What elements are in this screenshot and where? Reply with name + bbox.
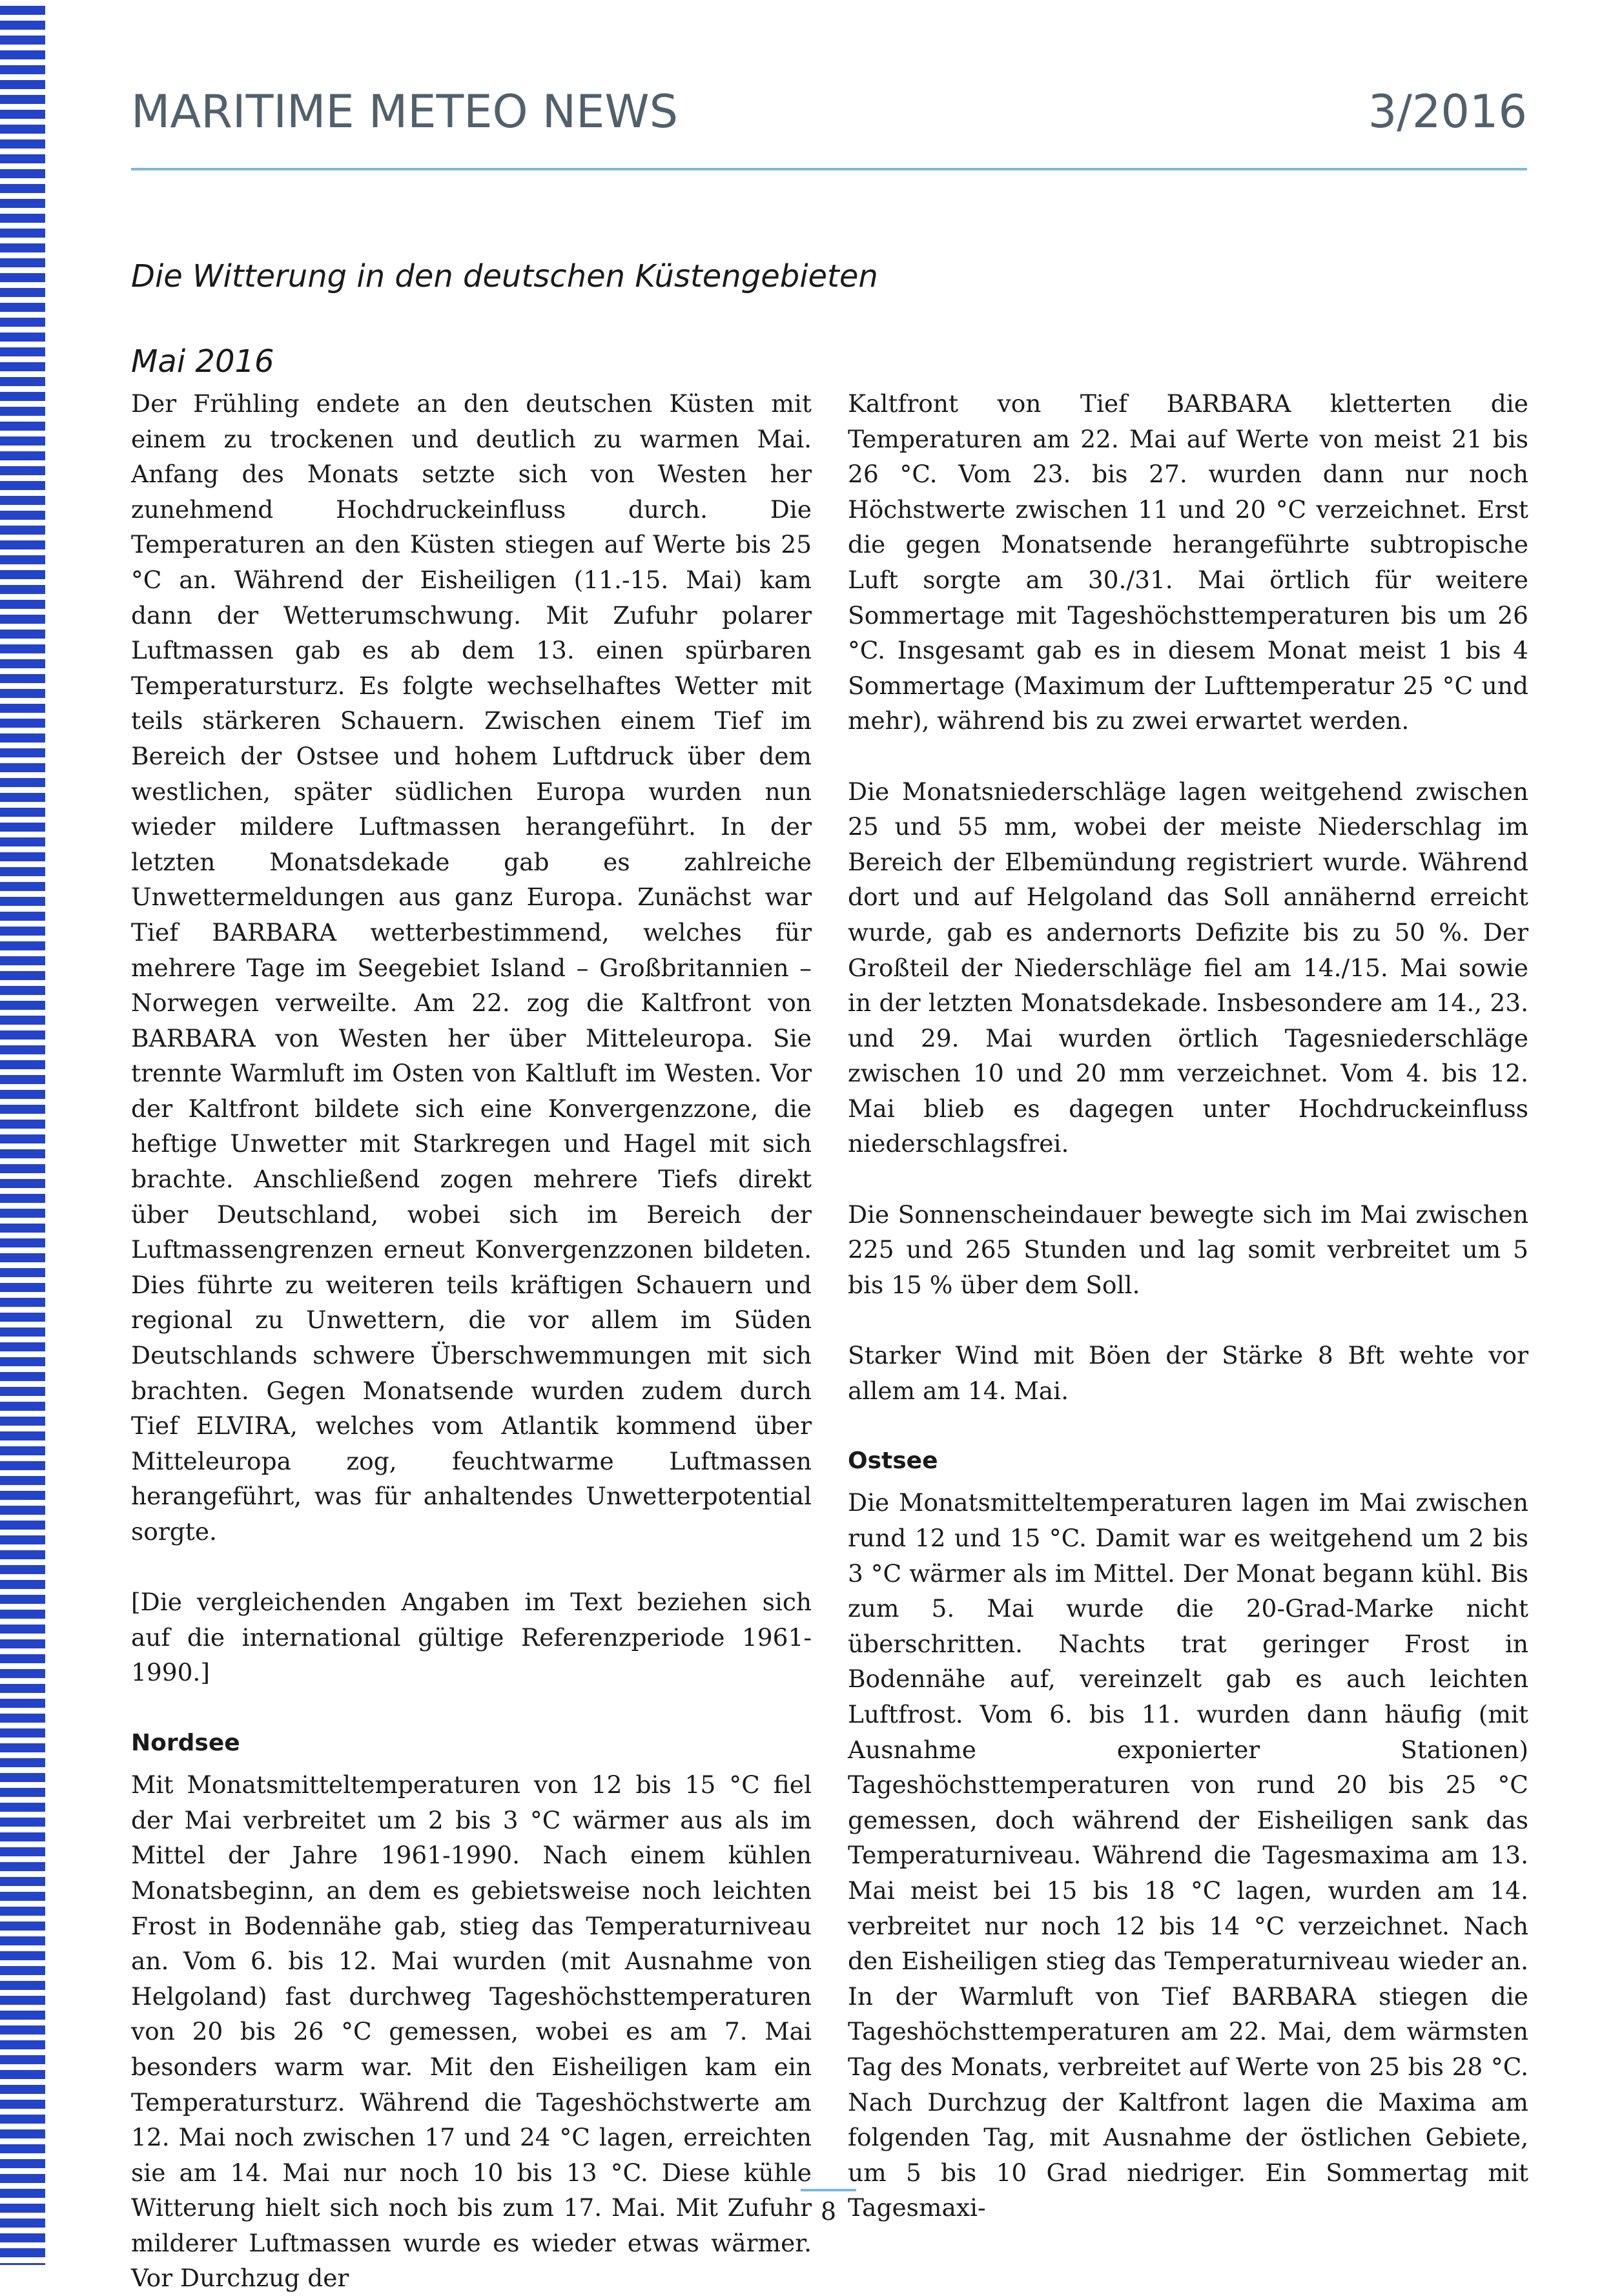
page-number: 8 — [801, 2189, 856, 2226]
reference-note: [Die vergleichenden Angaben im Text beziehen sich auf die international gültige Referenzperiode 1961-1990.] — [131, 1588, 812, 1687]
decorative-stripe-margin — [0, 0, 45, 2265]
article-title: Die Witterung in den deutschen Küstengebieten — [131, 258, 878, 294]
newsletter-title: MARITIME METEO NEWS — [131, 85, 679, 138]
right-column — [848, 386, 1528, 2226]
nordsee-continued-paragraph: Kaltfront von Tief BARBARA kletterten die Temperaturen am 22. Mai auf Werte von meist 21 bis 26 °C. Vom 23. bis 27. wurden dann nur noch Höchstwerte zwischen 11 und 20 °C verzeichnet. Erst die gegen Monatsende herangeführte subtropische Luft sorgte am 30./31. Mai örtlich für weitere Sommertage mit Tageshöchsttemperaturen bis um 26 °C. Insgesamt gab es in diesem Monat meist 1 bis 4 Sommertage (Maximum der Lufttemperatur 25 °C und mehr), während bis zu zwei erwartet werden. — [848, 389, 1528, 735]
article-period: Mai 2016 — [131, 343, 274, 380]
left-column — [131, 386, 812, 2296]
sunshine-paragraph: Die Sonnenscheindauer bewegte sich im Mai zwischen 225 und 265 Stunden und lag somit verbreitet um 5 bis 15 % über dem Soll. — [848, 1200, 1528, 1299]
intro-paragraph: Der Frühling endete an den deutschen Küsten mit einem zu trockenen und deutlich zu warmen Mai. Anfang des Monats setzte sich von Westen her zunehmend Hochdruckeinfluss durch. Die Temperaturen an den Küsten stiegen auf Werte bis 25 °C an. Während der Eisheiligen (11.-15. Mai) kam dann der Wetterumschwung. Mit Zufuhr polarer Luftmassen gab es ab dem 13. einen spürbaren Temperatursturz. Es folgte wechselhaftes Wetter mit teils stärkeren Schauern. Zwischen einem Tief im Bereich der Ostsee und hohem Luftdruck über dem westlichen, später südlichen Europa wurden nun wieder mildere Luftmassen herangeführt. In der letzten Monatsdekade gab es zahlreiche Unwettermeldungen aus ganz Europa. Zunächst war Tief BARBARA wetterbestimmend, welches für mehrere Tage im Seegebiet Island – Großbritannien – Norwegen verweilte. Am 22. zog die Kaltfront von BARBARA von Westen her über Mitteleuropa. Sie trennte Warmluft im Osten von Kaltluft im Westen. Vor der Kaltfront bildete sich eine Konvergenzzone, die heftige Unwetter mit Starkregen und Hagel mit sich brachte. Anschließend zogen mehrere Tiefs direkt über Deutschland, wobei sich im Bereich der Luftmassengrenzen erneut Konvergenzzonen bildeten. Dies führte zu weiteren teils kräftigen Schauern und regional zu Unwettern, die vor allem im Süden Deutschlands schwere Überschwemmungen mit sich brachten. Gegen Monatsende wurden zudem durch Tief ELVIRA, welches vom Atlantik kommend über Mitteleuropa zog, feuchtwarme Luftmassen herangeführt, was für anhaltendes Unwetterpotential sorgte. — [131, 389, 812, 1546]
issue-number: 3/2016 — [1368, 85, 1527, 138]
nordsee-heading: Nordsee — [131, 1729, 240, 1756]
nordsee-paragraph: Mit Monatsmitteltemperaturen von 12 bis 15 °C fiel der Mai verbreitet um 2 bis 3 °C wärmer aus als im Mittel der Jahre 1961-1990. Nach einem kühlen Monatsbeginn, an dem es gebietsweise noch leichten Frost in Bodennähe gab, stieg das Temperaturniveau an. Vom 6. bis 12. Mai wurden (mit Ausnahme von Helgoland) fast durchweg Tageshöchsttemperaturen von 20 bis 26 °C gemessen, wobei es am 7. Mai besonders warm war. Mit den Eisheiligen kam ein Temperatursturz. Während die Tageshöchstwerte am 12. Mai noch zwischen 17 und 24 °C lagen, erreichten sie am 14. Mai nur noch 10 bis 13 °C. Diese kühle Witterung hielt sich noch bis zum 17. Mai. Mit Zufuhr milderer Luftmassen wurde es wieder etwas wärmer. Vor Durchzug der — [131, 1770, 812, 2293]
ostsee-heading: Ostsee — [848, 1447, 938, 1474]
wind-paragraph: Starker Wind mit Böen der Stärke 8 Bft wehte vor allem am 14. Mai. — [848, 1341, 1528, 1405]
precipitation-paragraph: Die Monatsniederschläge lagen weitgehend zwischen 25 und 55 mm, wobei der meiste Niederschlag im Bereich der Elbemündung registriert wurde. Während dort und auf Helgoland das Soll annähernd erreicht wurde, gab es andernorts Defizite bis zu 50 %. Der Großteil der Niederschläge fiel am 14./15. Mai sowie in der letzten Monatsdekade. Insbesondere am 14., 23. und 29. Mai wurden örtlich Tagesniederschläge zwischen 10 und 20 mm verzeichnet. Vom 4. bis 12. Mai blieb es dagegen unter Hochdruckeinfluss niederschlagsfrei. — [848, 777, 1528, 1158]
page-header — [131, 83, 1527, 170]
ostsee-paragraph: Die Monatsmitteltemperaturen lagen im Mai zwischen rund 12 und 15 °C. Damit war es weitgehend um 2 bis 3 °C wärmer als im Mittel. Der Monat begann kühl. Bis zum 5. Mai wurde die 20-Grad-Marke nicht überschritten. Nachts trat geringer Frost in Bodennähe auf, vereinzelt gab es auch leichten Luftfrost. Vom 6. bis 11. wurden dann häufig (mit Ausnahme exponierter Stationen) Tageshöchsttemperaturen von rund 20 bis 25 °C gemessen, doch während der Eisheiligen sank das Temperaturniveau. Während die Tagesmaxima am 13. Mai meist bei 15 bis 18 °C lagen, wurden am 14. verbreitet nur noch 12 bis 14 °C verzeichnet. Nach den Eisheiligen stieg das Temperaturniveau wieder an. In der Warmluft von Tief BARBARA stiegen die Tageshöchsttemperaturen am 22. Mai, dem wärmsten Tag des Monats, verbreitet auf Werte von 25 bis 28 °C. Nach Durchzug der Kaltfront lagen die Maxima am folgenden Tag, mit Ausnahme der östlichen Gebiete, um 5 bis 10 Grad niedriger. Ein Sommertag mit Tagesmaxi- — [848, 1488, 1528, 2222]
